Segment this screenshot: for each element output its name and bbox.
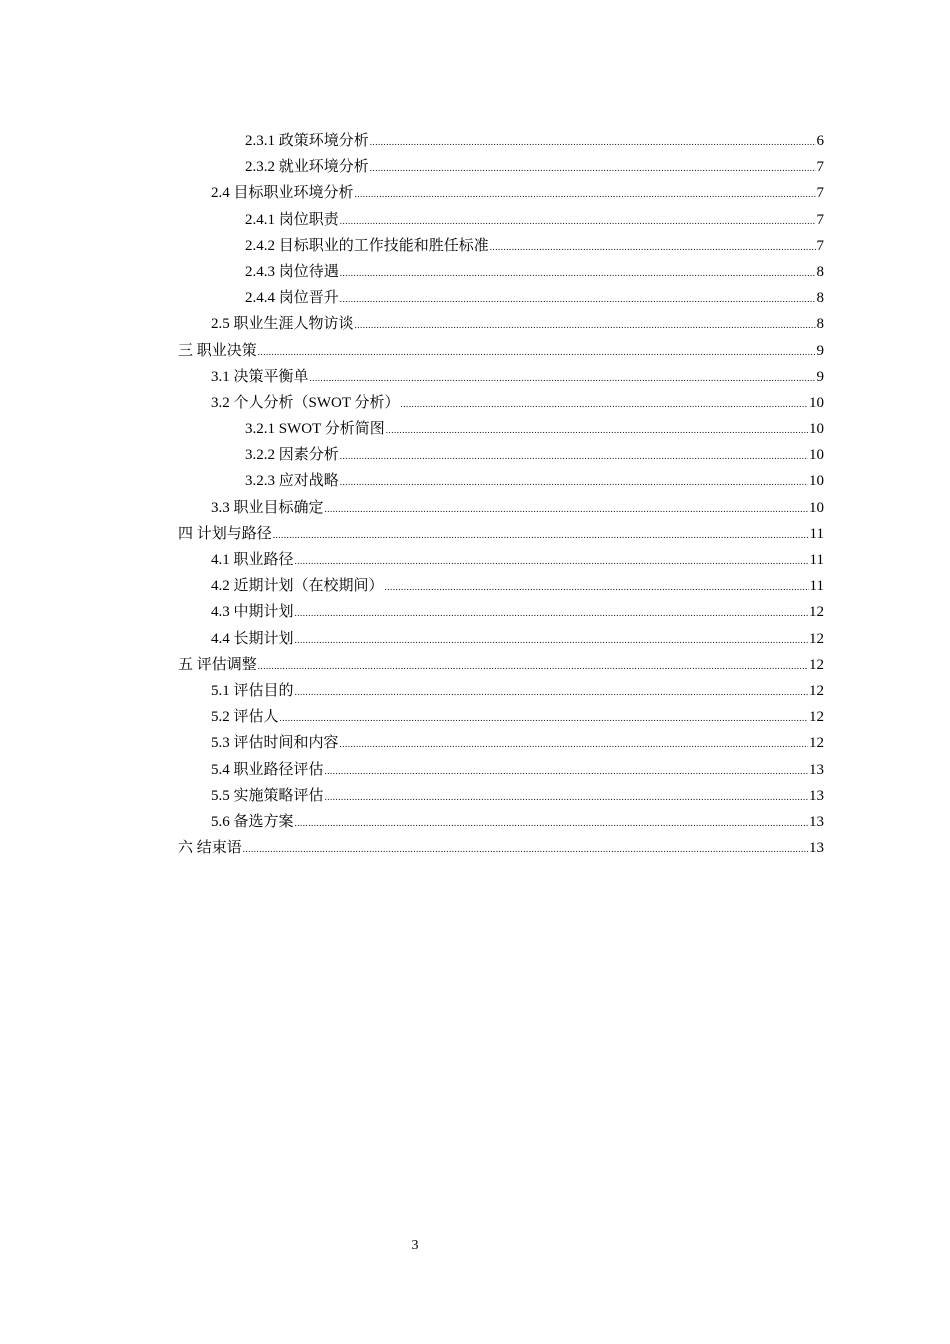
toc-entry[interactable] [178,233,824,259]
toc-entry-page: 7 [816,237,824,254]
toc-dot-leader [355,312,816,338]
toc-entry[interactable] [178,573,824,599]
toc-entry[interactable] [178,599,824,625]
toc-entry-page: 9 [816,368,824,385]
toc-dot-leader [295,810,808,836]
toc-dot-leader [325,784,808,810]
toc-entry-title: 2.4.1 岗位职责 [245,211,339,228]
toc-entry-title: 5.1 评估目的 [211,682,294,699]
toc-entry-page: 8 [816,263,824,280]
toc-entry[interactable] [178,338,824,364]
toc-dot-leader [386,417,808,443]
toc-dot-leader [325,758,808,784]
toc-entry-title: 4.4 长期计划 [211,630,294,647]
toc-entry-title: 5.3 评估时间和内容 [211,735,339,752]
toc-entry[interactable] [178,154,824,180]
toc-entry-page: 6 [816,133,824,149]
toc-entry-page: 12 [809,709,824,726]
toc-entry-title: 3.3 职业目标确定 [211,499,324,516]
toc-dot-leader [385,574,809,600]
toc-entry[interactable] [178,416,824,442]
toc-entry-page: 10 [809,499,824,516]
toc-dot-leader [258,653,808,679]
toc-entry-title: 2.4.2 目标职业的工作技能和胜任标准 [245,237,489,254]
toc-entry-page: 7 [816,185,824,202]
toc-entry-page: 11 [809,578,824,595]
toc-entry-title: 5.2 评估人 [211,709,279,726]
toc-entry[interactable] [178,180,824,206]
toc-entry[interactable] [178,285,824,311]
toc-entry-page: 12 [809,735,824,752]
toc-dot-leader [258,339,816,365]
toc-dot-leader [295,627,808,653]
toc-entry[interactable] [178,311,824,337]
toc-entry-page: 13 [809,813,824,830]
toc-dot-leader [243,836,808,862]
toc-entry-title: 3.2.1 SWOT 分析简图 [245,421,385,438]
toc-dot-leader [340,286,816,312]
toc-entry-title: 六 结束语 [178,840,242,857]
toc-entry-title: 4.3 中期计划 [211,604,294,621]
toc-entry[interactable] [178,495,824,521]
toc-entry-page: 8 [816,290,824,307]
toc-dot-leader [280,705,808,731]
toc-entry-title: 五 评估调整 [178,656,257,673]
toc-entry[interactable] [178,783,824,809]
toc-entry-title: 2.4.4 岗位晋升 [245,290,339,307]
toc-entry-page: 7 [816,211,824,228]
toc-dot-leader [370,155,816,181]
toc-entry-title: 3.2 个人分析（SWOT 分析） [211,394,400,411]
toc-entry[interactable] [178,652,824,678]
toc-entry-title: 四 计划与路径 [178,525,272,542]
toc-entry-page: 12 [809,604,824,621]
toc-entry-page: 12 [809,656,824,673]
toc-entry-title: 2.4 目标职业环境分析 [211,185,354,202]
toc-entry-page: 10 [809,473,824,490]
toc-dot-leader [340,469,808,495]
toc-entry-title: 3.2.2 因素分析 [245,447,339,464]
toc-dot-leader [310,365,816,391]
page-number: 3 [411,1238,419,1253]
toc-entry[interactable] [178,442,824,468]
toc-entry-page: 8 [816,316,824,333]
toc-dot-leader [295,548,809,574]
toc-entry-title: 5.6 备选方案 [211,813,294,830]
toc-entry[interactable] [178,390,824,416]
toc-dot-leader [370,129,816,155]
toc-entry-page: 12 [809,630,824,647]
toc-dot-leader [400,391,808,417]
toc-entry[interactable] [178,259,824,285]
toc-entry-title: 4.1 职业路径 [211,552,294,568]
toc-entry-title: 5.4 职业路径评估 [211,761,324,778]
toc-entry-title: 2.3.1 政策环境分析 [245,133,369,149]
toc-entry-title: 4.2 近期计划（在校期间） [211,578,384,595]
toc-entry-page: 10 [809,394,824,411]
toc-entry[interactable] [178,207,824,233]
toc-entry[interactable] [178,757,824,783]
toc-entry-title: 3.1 决策平衡单 [211,368,309,385]
toc-dot-leader [340,208,816,234]
toc-dot-leader [325,496,808,522]
toc-dot-leader [295,600,808,626]
toc-entry-title: 三 职业决策 [178,342,257,359]
toc-entry-title: 2.5 职业生涯人物访谈 [211,316,354,333]
toc-dot-leader [340,731,808,757]
toc-entry-title: 2.3.2 就业环境分析 [245,159,369,176]
toc-entry[interactable] [178,809,824,835]
toc-entry[interactable] [178,364,824,390]
toc-dot-leader [340,443,808,469]
toc-entry-title: 3.2.3 应对战略 [245,473,339,490]
toc-entry-page: 13 [809,787,824,804]
toc-entry-page: 10 [809,447,824,464]
toc-dot-leader [340,260,816,286]
toc-entry-page: 13 [809,761,824,778]
toc-entry-page: 10 [809,421,824,438]
toc-dot-leader [273,522,809,548]
toc-dot-leader [355,181,816,207]
toc-entry-page: 12 [809,682,824,699]
toc-entry[interactable] [178,468,824,494]
toc-dot-leader [490,234,816,260]
toc-entry-title: 2.4.3 岗位待遇 [245,263,339,280]
toc-entry[interactable] [178,547,824,573]
toc-entry[interactable] [178,704,824,730]
toc-entry-page: 11 [809,552,824,568]
table-of-contents [178,128,824,861]
toc-entry[interactable] [178,128,824,154]
toc-entry[interactable] [178,626,824,652]
toc-entry[interactable] [178,730,824,756]
toc-entry-page: 11 [809,525,824,542]
toc-entry[interactable] [178,678,824,704]
toc-entry[interactable] [178,835,824,861]
toc-entry-page: 7 [816,159,824,176]
toc-entry-page: 13 [809,840,824,857]
toc-entry-title: 5.5 实施策略评估 [211,787,324,804]
toc-entry-page: 9 [816,342,824,359]
toc-dot-leader [295,679,808,705]
toc-entry[interactable] [178,521,824,547]
